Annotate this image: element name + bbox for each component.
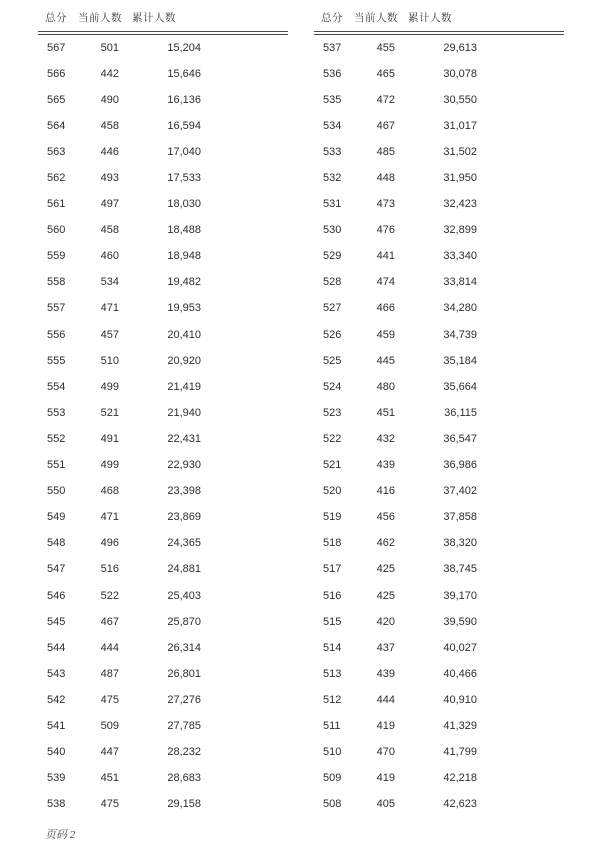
cumulative-count-cell: 23,398 xyxy=(167,485,201,498)
cumulative-count-cell: 23,869 xyxy=(167,511,201,524)
total-score-cell: 528 xyxy=(323,276,342,289)
total-score-cell: 531 xyxy=(323,198,342,211)
current-count-cell: 485 xyxy=(376,145,395,158)
cumulative-count-cell: 21,940 xyxy=(167,406,201,419)
table-row xyxy=(314,557,564,583)
table-row xyxy=(38,374,288,400)
column-header-total-score: 总分 xyxy=(45,13,67,24)
current-count-cell: 441 xyxy=(376,250,395,263)
cumulative-count-cell: 31,950 xyxy=(443,172,477,185)
current-count-cell: 405 xyxy=(376,798,395,811)
cumulative-count-cell: 35,184 xyxy=(443,354,477,367)
total-score-cell: 523 xyxy=(323,406,342,419)
current-count-cell: 534 xyxy=(100,276,119,289)
current-count-cell: 425 xyxy=(376,589,395,602)
current-count-cell: 473 xyxy=(376,198,395,211)
total-score-cell: 545 xyxy=(47,615,66,628)
current-count-cell: 521 xyxy=(100,406,119,419)
table-row xyxy=(38,557,288,583)
total-score-cell: 539 xyxy=(47,772,66,785)
current-count-cell: 439 xyxy=(376,667,395,680)
cumulative-count-cell: 18,488 xyxy=(167,224,201,237)
cumulative-count-cell: 34,739 xyxy=(443,328,477,341)
total-score-cell: 519 xyxy=(323,511,342,524)
total-score-cell: 565 xyxy=(47,93,66,106)
total-score-cell: 550 xyxy=(47,485,66,498)
cumulative-count-cell: 42,623 xyxy=(443,798,477,811)
cumulative-count-cell: 16,594 xyxy=(167,119,201,132)
cumulative-count-cell: 19,482 xyxy=(167,276,201,289)
current-count-cell: 447 xyxy=(100,746,119,759)
cumulative-count-cell: 28,232 xyxy=(167,746,201,759)
total-score-cell: 518 xyxy=(323,537,342,550)
cumulative-count-cell: 31,502 xyxy=(443,145,477,158)
current-count-cell: 445 xyxy=(376,354,395,367)
current-count-cell: 451 xyxy=(100,772,119,785)
table-row xyxy=(314,374,564,400)
total-score-cell: 540 xyxy=(47,746,66,759)
cumulative-count-cell: 33,340 xyxy=(443,250,477,263)
current-count-cell: 448 xyxy=(376,172,395,185)
table-row xyxy=(314,165,564,191)
current-count-cell: 472 xyxy=(376,93,395,106)
table-row xyxy=(38,583,288,609)
total-score-cell: 516 xyxy=(323,589,342,602)
table-row xyxy=(314,296,564,322)
cumulative-count-cell: 25,403 xyxy=(167,589,201,602)
cumulative-count-cell: 20,920 xyxy=(167,354,201,367)
current-count-cell: 468 xyxy=(100,485,119,498)
total-score-cell: 538 xyxy=(47,798,66,811)
total-score-cell: 537 xyxy=(323,41,342,54)
cumulative-count-cell: 32,423 xyxy=(443,198,477,211)
table-row xyxy=(38,113,288,139)
table-row xyxy=(314,426,564,452)
table-row xyxy=(314,609,564,635)
current-count-cell: 470 xyxy=(376,746,395,759)
table-row xyxy=(314,531,564,557)
current-count-cell: 493 xyxy=(100,172,119,185)
table-row xyxy=(314,687,564,713)
table-row xyxy=(38,661,288,687)
total-score-cell: 520 xyxy=(323,485,342,498)
column-header-total-score: 总分 xyxy=(321,13,343,24)
table-row xyxy=(314,35,564,61)
total-score-cell: 555 xyxy=(47,354,66,367)
total-score-cell: 562 xyxy=(47,172,66,185)
current-count-cell: 466 xyxy=(376,302,395,315)
current-count-cell: 497 xyxy=(100,198,119,211)
current-count-cell: 465 xyxy=(376,67,395,80)
cumulative-count-cell: 40,466 xyxy=(443,667,477,680)
total-score-cell: 514 xyxy=(323,641,342,654)
current-count-cell: 471 xyxy=(100,302,119,315)
table-row xyxy=(38,165,288,191)
current-count-cell: 499 xyxy=(100,380,119,393)
table-body-left xyxy=(38,35,288,818)
total-score-cell: 547 xyxy=(47,563,66,576)
total-score-cell: 521 xyxy=(323,459,342,472)
column-header-current-count: 当前人数 xyxy=(354,13,398,24)
current-count-cell: 458 xyxy=(100,224,119,237)
cumulative-count-cell: 42,218 xyxy=(443,772,477,785)
current-count-cell: 516 xyxy=(100,563,119,576)
current-count-cell: 510 xyxy=(100,354,119,367)
total-score-cell: 542 xyxy=(47,693,66,706)
cumulative-count-cell: 26,801 xyxy=(167,667,201,680)
cumulative-count-cell: 29,158 xyxy=(167,798,201,811)
current-count-cell: 460 xyxy=(100,250,119,263)
total-score-cell: 517 xyxy=(323,563,342,576)
cumulative-count-cell: 21,419 xyxy=(167,380,201,393)
total-score-cell: 529 xyxy=(323,250,342,263)
current-count-cell: 444 xyxy=(100,641,119,654)
table-row xyxy=(314,453,564,479)
total-score-cell: 553 xyxy=(47,406,66,419)
current-count-cell: 432 xyxy=(376,432,395,445)
table-row xyxy=(38,792,288,818)
current-count-cell: 487 xyxy=(100,667,119,680)
table-body-right xyxy=(314,35,564,818)
table-header-right xyxy=(314,12,564,25)
total-score-cell: 546 xyxy=(47,589,66,602)
current-count-cell: 457 xyxy=(100,328,119,341)
total-score-cell: 535 xyxy=(323,93,342,106)
table-row xyxy=(38,322,288,348)
cumulative-count-cell: 24,365 xyxy=(167,537,201,550)
total-score-cell: 524 xyxy=(323,380,342,393)
cumulative-count-cell: 18,030 xyxy=(167,198,201,211)
table-row xyxy=(314,583,564,609)
table-row xyxy=(314,113,564,139)
table-row xyxy=(38,635,288,661)
cumulative-count-cell: 28,683 xyxy=(167,772,201,785)
total-score-cell: 532 xyxy=(323,172,342,185)
cumulative-count-cell: 20,410 xyxy=(167,328,201,341)
cumulative-count-cell: 32,899 xyxy=(443,224,477,237)
total-score-cell: 511 xyxy=(323,719,341,732)
table-row xyxy=(38,453,288,479)
current-count-cell: 467 xyxy=(100,615,119,628)
table-header-left xyxy=(38,12,288,25)
table-row xyxy=(38,35,288,61)
table-row xyxy=(38,400,288,426)
cumulative-count-cell: 39,590 xyxy=(443,615,477,628)
total-score-cell: 510 xyxy=(323,746,342,759)
cumulative-count-cell: 15,646 xyxy=(167,67,201,80)
current-count-cell: 437 xyxy=(376,641,395,654)
score-table-left xyxy=(38,12,288,818)
table-row xyxy=(38,244,288,270)
current-count-cell: 425 xyxy=(376,563,395,576)
table-row xyxy=(38,505,288,531)
cumulative-count-cell: 29,613 xyxy=(443,41,477,54)
table-row xyxy=(314,244,564,270)
cumulative-count-cell: 27,785 xyxy=(167,719,201,732)
table-row xyxy=(314,400,564,426)
total-score-cell: 527 xyxy=(323,302,342,315)
current-count-cell: 420 xyxy=(376,615,395,628)
table-row xyxy=(38,479,288,505)
cumulative-count-cell: 27,276 xyxy=(167,693,201,706)
current-count-cell: 459 xyxy=(376,328,395,341)
current-count-cell: 458 xyxy=(100,119,119,132)
total-score-cell: 509 xyxy=(323,772,342,785)
column-header-cumulative-count: 累计人数 xyxy=(132,13,176,24)
current-count-cell: 442 xyxy=(100,67,119,80)
total-score-cell: 548 xyxy=(47,537,66,550)
cumulative-count-cell: 33,814 xyxy=(443,276,477,289)
table-row xyxy=(38,531,288,557)
current-count-cell: 446 xyxy=(100,145,119,158)
cumulative-count-cell: 40,027 xyxy=(443,641,477,654)
current-count-cell: 491 xyxy=(100,432,119,445)
table-row xyxy=(38,740,288,766)
table-row xyxy=(38,296,288,322)
current-count-cell: 509 xyxy=(100,719,119,732)
cumulative-count-cell: 37,858 xyxy=(443,511,477,524)
current-count-cell: 476 xyxy=(376,224,395,237)
table-row xyxy=(314,713,564,739)
score-tables-container xyxy=(38,12,564,818)
total-score-cell: 544 xyxy=(47,641,66,654)
cumulative-count-cell: 37,402 xyxy=(443,485,477,498)
current-count-cell: 496 xyxy=(100,537,119,550)
current-count-cell: 451 xyxy=(376,406,395,419)
table-row xyxy=(314,661,564,687)
total-score-cell: 560 xyxy=(47,224,66,237)
total-score-cell: 563 xyxy=(47,145,66,158)
total-score-cell: 564 xyxy=(47,119,66,132)
table-row xyxy=(38,61,288,87)
current-count-cell: 475 xyxy=(100,798,119,811)
total-score-cell: 566 xyxy=(47,67,66,80)
cumulative-count-cell: 38,320 xyxy=(443,537,477,550)
current-count-cell: 475 xyxy=(100,693,119,706)
score-table-right xyxy=(314,12,564,818)
column-header-cumulative-count: 累计人数 xyxy=(408,13,452,24)
table-row xyxy=(314,740,564,766)
cumulative-count-cell: 22,930 xyxy=(167,459,201,472)
total-score-cell: 557 xyxy=(47,302,66,315)
table-row xyxy=(38,139,288,165)
table-row xyxy=(314,192,564,218)
current-count-cell: 467 xyxy=(376,119,395,132)
table-row xyxy=(314,766,564,792)
cumulative-count-cell: 25,870 xyxy=(167,615,201,628)
current-count-cell: 416 xyxy=(376,485,395,498)
total-score-cell: 549 xyxy=(47,511,66,524)
current-count-cell: 419 xyxy=(376,772,395,785)
current-count-cell: 474 xyxy=(376,276,395,289)
total-score-cell: 534 xyxy=(323,119,342,132)
table-row xyxy=(314,505,564,531)
table-row xyxy=(38,218,288,244)
table-row xyxy=(38,609,288,635)
total-score-cell: 561 xyxy=(47,198,66,211)
total-score-cell: 512 xyxy=(323,693,342,706)
table-row xyxy=(38,713,288,739)
total-score-cell: 567 xyxy=(47,41,66,54)
current-count-cell: 501 xyxy=(100,41,119,54)
cumulative-count-cell: 36,547 xyxy=(443,432,477,445)
page-number: 页码 2 xyxy=(45,829,76,841)
total-score-cell: 551 xyxy=(47,459,66,472)
table-row xyxy=(314,61,564,87)
current-count-cell: 480 xyxy=(376,380,395,393)
cumulative-count-cell: 19,953 xyxy=(167,302,201,315)
table-row xyxy=(38,348,288,374)
cumulative-count-cell: 18,948 xyxy=(167,250,201,263)
cumulative-count-cell: 41,329 xyxy=(443,719,477,732)
total-score-cell: 554 xyxy=(47,380,66,393)
current-count-cell: 522 xyxy=(100,589,119,602)
current-count-cell: 439 xyxy=(376,459,395,472)
table-row xyxy=(314,479,564,505)
cumulative-count-cell: 26,314 xyxy=(167,641,201,654)
current-count-cell: 455 xyxy=(376,41,395,54)
cumulative-count-cell: 35,664 xyxy=(443,380,477,393)
current-count-cell: 419 xyxy=(376,719,395,732)
table-row xyxy=(314,792,564,818)
cumulative-count-cell: 38,745 xyxy=(443,563,477,576)
current-count-cell: 444 xyxy=(376,693,395,706)
table-row xyxy=(314,635,564,661)
table-row xyxy=(314,348,564,374)
total-score-cell: 556 xyxy=(47,328,66,341)
table-row xyxy=(314,218,564,244)
cumulative-count-cell: 36,986 xyxy=(443,459,477,472)
current-count-cell: 499 xyxy=(100,459,119,472)
total-score-cell: 558 xyxy=(47,276,66,289)
cumulative-count-cell: 36,115 xyxy=(444,406,477,419)
table-row xyxy=(38,687,288,713)
cumulative-count-cell: 40,910 xyxy=(443,693,477,706)
current-count-cell: 471 xyxy=(100,511,119,524)
total-score-cell: 543 xyxy=(47,667,66,680)
column-header-current-count: 当前人数 xyxy=(78,13,122,24)
cumulative-count-cell: 39,170 xyxy=(443,589,477,602)
total-score-cell: 525 xyxy=(323,354,342,367)
total-score-cell: 513 xyxy=(323,667,342,680)
table-row xyxy=(38,87,288,113)
total-score-cell: 559 xyxy=(47,250,66,263)
total-score-cell: 515 xyxy=(323,615,342,628)
total-score-cell: 530 xyxy=(323,224,342,237)
total-score-cell: 522 xyxy=(323,432,342,445)
total-score-cell: 526 xyxy=(323,328,342,341)
cumulative-count-cell: 34,280 xyxy=(443,302,477,315)
table-row xyxy=(314,139,564,165)
cumulative-count-cell: 15,204 xyxy=(167,41,201,54)
cumulative-count-cell: 22,431 xyxy=(167,432,201,445)
total-score-cell: 536 xyxy=(323,67,342,80)
cumulative-count-cell: 17,533 xyxy=(167,172,201,185)
table-row xyxy=(314,270,564,296)
table-row xyxy=(38,270,288,296)
total-score-cell: 533 xyxy=(323,145,342,158)
current-count-cell: 456 xyxy=(376,511,395,524)
total-score-cell: 541 xyxy=(47,719,66,732)
cumulative-count-cell: 30,550 xyxy=(443,93,477,106)
cumulative-count-cell: 24,881 xyxy=(167,563,201,576)
table-row xyxy=(314,87,564,113)
current-count-cell: 490 xyxy=(100,93,119,106)
cumulative-count-cell: 41,799 xyxy=(443,746,477,759)
cumulative-count-cell: 31,017 xyxy=(443,119,477,132)
total-score-cell: 508 xyxy=(323,798,342,811)
table-row xyxy=(38,426,288,452)
table-row xyxy=(38,766,288,792)
table-row xyxy=(314,322,564,348)
cumulative-count-cell: 17,040 xyxy=(167,145,201,158)
cumulative-count-cell: 30,078 xyxy=(443,67,477,80)
cumulative-count-cell: 16,136 xyxy=(167,93,201,106)
current-count-cell: 462 xyxy=(376,537,395,550)
table-row xyxy=(38,192,288,218)
total-score-cell: 552 xyxy=(47,432,66,445)
